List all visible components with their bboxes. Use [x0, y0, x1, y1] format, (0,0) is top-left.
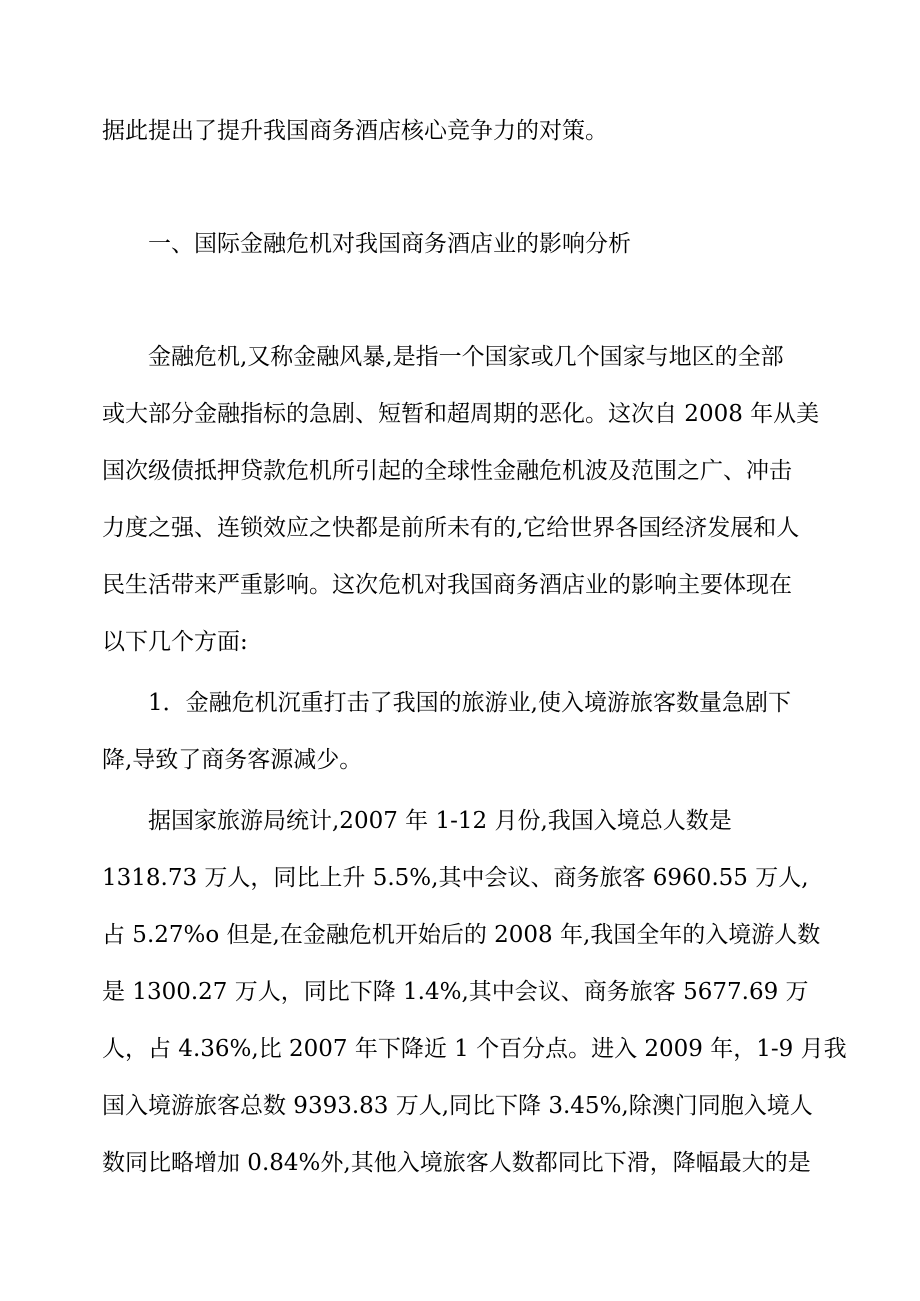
text-line: 国入境游旅客总数 9393.83 万人,同比下降 3.45%,除澳门同胞入境人	[102, 1093, 813, 1119]
text-line: 力度之强、连锁效应之快都是前所未有的,它给世界各国经济发展和人	[102, 515, 800, 541]
section-heading-text: 一、国际金融危机对我国商务酒店业的影响分析	[148, 231, 631, 257]
text-line: 1318.73 万人，同比上升 5.5%,其中会议、商务旅客 6960.55 万人,	[102, 865, 809, 891]
list-item-heading: 1．金融危机沉重打击了我国的旅游业,使入境游旅客数量急剧下	[148, 690, 791, 716]
text-line: 以下几个方面:	[102, 629, 248, 655]
text-line: 是 1300.27 万人，同比下降 1.4%,其中会议、商务旅客 5677.69 万	[102, 979, 809, 1005]
text-line: 人，占 4.36%,比 2007 年下降近 1 个百分点。进入 2009 年，1-9 月我	[102, 1036, 847, 1062]
text-line: 据国家旅游局统计,2007 年 1-12 月份,我国入境总人数是	[148, 808, 732, 834]
text-line: 据此提出了提升我国商务酒店核心竞争力的对策。	[102, 118, 608, 144]
text-line: 数同比略增加 0.84%外,其他入境旅客人数都同比下滑，降幅最大的是	[102, 1150, 811, 1176]
text-line: 金融危机,又称金融风暴,是指一个国家或几个国家与地区的全部	[148, 344, 784, 370]
text-line: 国次级债抵押贷款危机所引起的全球性金融危机波及范围之广、冲击	[102, 458, 792, 484]
text-line: 或大部分金融指标的急剧、短暂和超周期的恶化。这次自 2008 年从美	[102, 401, 820, 427]
text-line: 降,导致了商务客源减少。	[102, 747, 363, 773]
text-line: 民生活带来严重影响。这次危机对我国商务酒店业的影响主要体现在	[102, 572, 792, 598]
text-line: 占 5.27%o 但是,在金融危机开始后的 2008 年,我国全年的入境游人数	[102, 922, 821, 948]
